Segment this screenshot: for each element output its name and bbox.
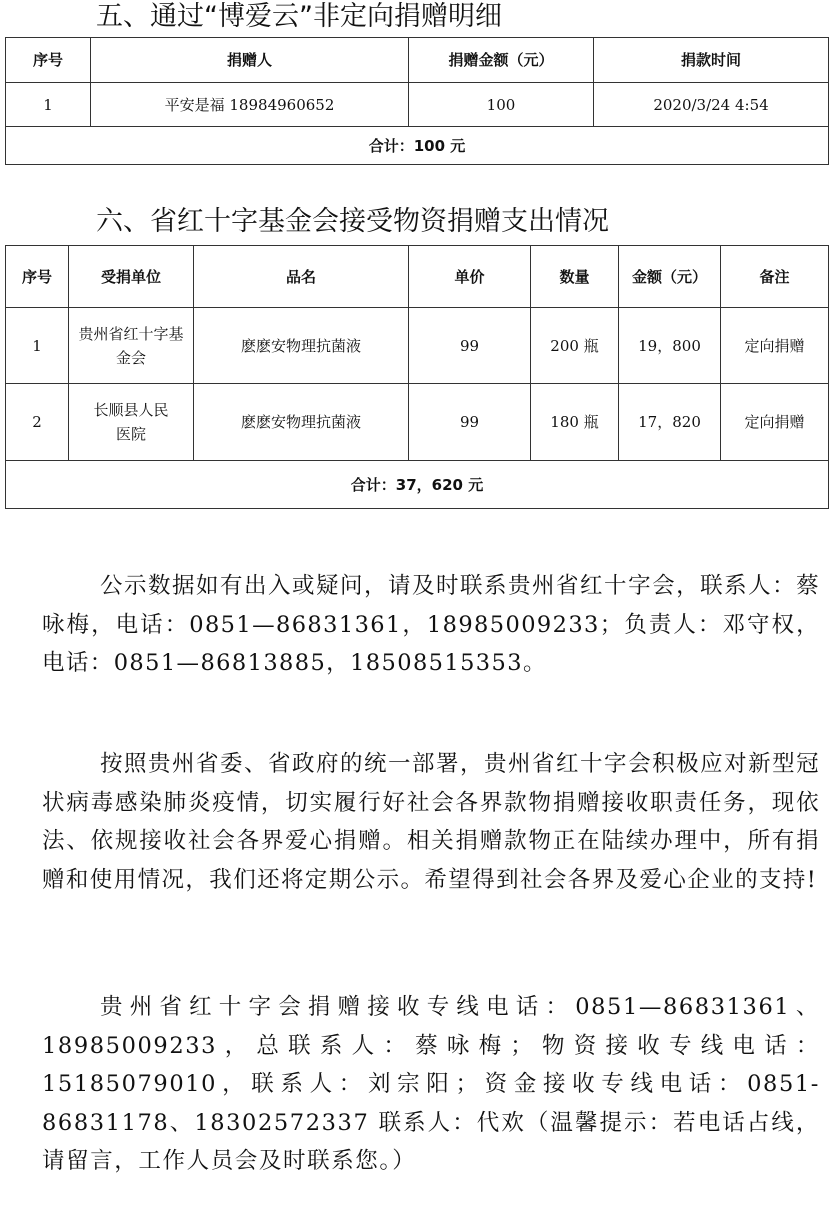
table-cell: 99 (409, 308, 531, 384)
table-row (6, 384, 829, 461)
table-total-row (6, 461, 829, 509)
table-cell: 贵州省红十字基金会 (69, 308, 194, 384)
hotline-paragraph: 贵州省红十字会捐赠接收专线电话：0851—86831361、18985009233，总联系人：蔡咏梅；物资接收专线电话：15185079010，联系人：刘宗阳；资金接收专线电话：0851-86831178、18302572337 联系人：代欢（温馨提示：若电话占线，请留言，工作人员会及时联系您。） (42, 994, 820, 1174)
total-cell: 合计：100 元 (6, 127, 829, 165)
header-cell: 捐赠人 (91, 38, 409, 83)
table-row (6, 308, 829, 384)
header-cell: 捐赠金额（元） (409, 38, 594, 83)
table-cell: 200 瓶 (531, 308, 619, 384)
table-cell: 2020/3/24 4:54 (594, 83, 829, 127)
table-header-row (6, 38, 829, 83)
total-cell: 合计：37，620 元 (6, 461, 829, 509)
table-cell: 99 (409, 384, 531, 461)
contact-paragraph: 公示数据如有出入或疑问，请及时联系贵州省红十字会，联系人：蔡咏梅，电话：0851—86831361，18985009233；负责人：邓守权，电话：0851—86813885，18508515353。 (42, 573, 820, 676)
table-cell: 19，800 (619, 308, 721, 384)
header-cell: 金额（元） (619, 246, 721, 308)
goods-table-section6 (5, 245, 829, 509)
table-cell: 定向捐赠 (721, 384, 829, 461)
header-cell: 品名 (194, 246, 409, 308)
header-cell: 捐款时间 (594, 38, 829, 83)
table-cell: 平安是福 18984960652 (91, 83, 409, 127)
table-total-row (6, 127, 829, 165)
table-cell: 麽麽安物理抗菌液 (194, 384, 409, 461)
table-cell: 2 (6, 384, 69, 461)
donation-table-section5 (5, 37, 829, 165)
header-cell: 数量 (531, 246, 619, 308)
header-cell: 单价 (409, 246, 531, 308)
header-cell: 序号 (6, 38, 91, 83)
table-cell: 100 (409, 83, 594, 127)
table-row (6, 83, 829, 127)
header-cell: 序号 (6, 246, 69, 308)
table-cell: 长顺县人民医院 (69, 384, 194, 461)
notice-paragraph: 按照贵州省委、省政府的统一部署，贵州省红十字会积极应对新型冠状病毒感染肺炎疫情，切实履行好社会各界款物捐赠接收职责任务，现依法、依规接收社会各界爱心捐赠。相关捐赠款物正在陆续办理中，所有捐赠和使用情况，我们还将定期公示。希望得到社会各界及爱心企业的支持! (42, 751, 820, 893)
table-cell: 1 (6, 83, 91, 127)
section5-heading: 五、通过“博爱云”非定向捐赠明细 (96, 1, 502, 32)
table-cell: 麽麽安物理抗菌液 (194, 308, 409, 384)
table-cell: 定向捐赠 (721, 308, 829, 384)
table-header-row (6, 246, 829, 308)
table-cell: 17，820 (619, 384, 721, 461)
header-cell: 备注 (721, 246, 829, 308)
section6-heading: 六、省红十字基金会接受物资捐赠支出情况 (96, 206, 609, 237)
header-cell: 受捐单位 (69, 246, 194, 308)
table-cell: 180 瓶 (531, 384, 619, 461)
table-cell: 1 (6, 308, 69, 384)
